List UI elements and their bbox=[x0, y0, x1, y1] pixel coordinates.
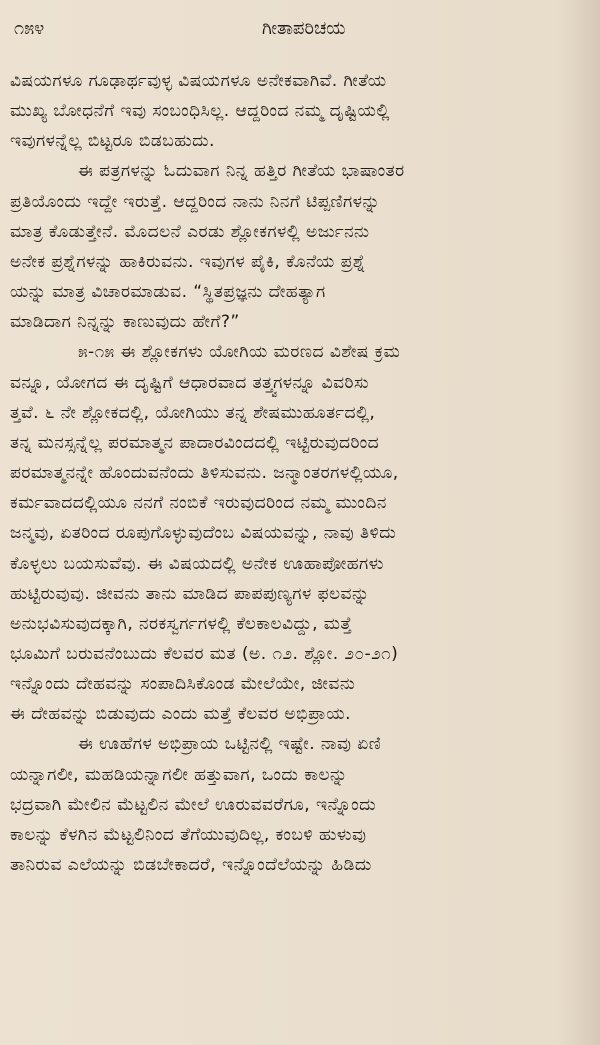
text-line: ತಾನಿರುವ ಎಲೆಯನ್ನು ಬಿಡಬೇಕಾದರೆ, ಇನ್ನೊಂದೆಲೆಯನ್ನು ಹಿಡಿದು bbox=[10, 855, 372, 876]
text-line: ಭದ್ರವಾಗಿ ಮೇಲಿನ ಮೆಟ್ಟಲಿನ ಮೇಲೆ ಊರುವವರೆಗೂ, ಇನ್ನೊಂದು bbox=[10, 794, 377, 815]
text-line: ಕೊಳ್ಳಲು ಬಯಸುವೆವು. ಈ ವಿಷಯದಲ್ಲಿ ಅನೇಕ ಊಹಾಪೋಹಗಳು bbox=[10, 553, 384, 574]
page-header bbox=[14, 12, 586, 46]
text-line: ಮಾಡಿದಾಗ ನಿನ್ನನ್ನು ಕಾಣುವುದು ಹೇಗೆ?” bbox=[10, 312, 240, 333]
paragraph-start-line: ೫-೧೫ ಈ ಶ್ಲೋಕಗಳು ಯೋಗಿಯ ಮರಣದ ವಿಶೇಷ ಕ್ರಮ bbox=[78, 342, 401, 363]
text-line: ಇವುಗಳನ್ನೆಲ್ಲ ಬಿಟ್ಟರೂ ಬಿಡಬಹುದು. bbox=[10, 131, 215, 152]
text-line: ಅನುಭವಿಸುವುದಕ್ಕಾಗಿ, ನರಕಸ್ವರ್ಗಗಳಲ್ಲಿ ಕೆಲಕಾಲವಿದ್ದು, ಮತ್ತೆ bbox=[10, 613, 353, 634]
text-line: ವನ್ನೂ, ಯೋಗದ ಈ ದೃಷ್ಟಿಗೆ ಆಧಾರವಾದ ತತ್ತ್ವಗಳನ್ನೂ ವಿವರಿಸು bbox=[10, 372, 370, 393]
text-line: ತನ್ನ ಮನಸ್ಸನ್ನೆಲ್ಲ ಪರಮಾತ್ಮನ ಪಾದಾರವಿಂದದಲ್ಲಿ ಇಟ್ಟಿರುವುದರಿಂದ bbox=[10, 432, 380, 453]
text-line: ಭೂಮಿಗೆ ಬರುವನೆಂಬುದು ಕೆಲವರ ಮತ (ಅ. ೧೨. ಶ್ಲೋ. ೨೦-೨೧) bbox=[10, 643, 399, 664]
text-line: ಪ್ರತಿಯೊಂದು ಇದ್ದೇ ಇರುತ್ತೆ. ಆದ್ದರಿಂದ ನಾನು ನಿನಗೆ ಟಿಪ್ಪಣಿಗಳನ್ನು bbox=[10, 191, 381, 212]
text-line: ಕಾಲನ್ನು ಕೆಳಗಿನ ಮೆಟ್ಟಲಿನಿಂದ ತೆಗೆಯುವುದಿಲ್ಲ, ಕಂಬಳಿ ಹುಳುವು bbox=[10, 824, 367, 845]
page-number: ೧೫೪ bbox=[14, 18, 45, 39]
text-line: ಈ ದೇಹವನ್ನು ಬಿಡುವುದು ಎಂದು ಮತ್ತೆ ಕೆಲವರ ಅಭಿಪ್ರಾಯ. bbox=[10, 704, 352, 725]
text-line: ಅನೇಕ ಪ್ರಶ್ನೆಗಳನ್ನು ಹಾಕಿರುವನು. ಇವುಗಳ ಪೈಕಿ, ಕೊನೆಯ ಪ್ರಶ್ನೆ bbox=[10, 251, 366, 272]
body-text bbox=[10, 66, 600, 880]
text-line: ಇನ್ನೊಂದು ದೇಹವನ್ನು ಸಂಪಾದಿಸಿಕೊಂಡ ಮೇಲೆಯೇ, ಜೀವನು bbox=[10, 674, 356, 695]
text-line: ವಿಷಯಗಳೂ ಗೂಢಾರ್ಥವುಳ್ಳ ವಿಷಯಗಳೂ ಅನೇಕವಾಗಿವೆ. ಗೀತೆಯ bbox=[10, 71, 387, 91]
text-line: ಮುಖ್ಯ ಬೋಧನೆಗೆ ಇವು ಸಂಬಂಧಿಸಿಲ್ಲ. ಆದ್ದರಿಂದ ನಮ್ಮ ದೃಷ್ಟಿಯಲ್ಲಿ bbox=[10, 101, 390, 122]
text-line: ಕರ್ಮವಾದದಲ್ಲಿಯೂ ನನಗೆ ನಂಬಿಕೆ ಇರುವುದರಿಂದ ನಮ್ಮ ಮುಂದಿನ bbox=[10, 493, 387, 514]
text-line: ಮಾತ್ರ ಕೊಡುತ್ತೇನೆ. ಮೊದಲನೆ ಎರಡು ಶ್ಲೋಕಗಳಲ್ಲಿ ಅರ್ಜುನನು bbox=[10, 221, 370, 242]
text-line: ಯನ್ನಾಗಲೀ, ಮಹಡಿಯನ್ನಾಗಲೀ ಹತ್ತುವಾಗ, ಒಂದು ಕಾಲನ್ನು bbox=[10, 764, 348, 785]
paragraph-start-line: ಈ ಊಹೆಗಳ ಅಭಿಪ್ರಾಯ ಒಟ್ಟಿನಲ್ಲಿ ಇಷ್ಟೇ. ನಾವು ಏಣಿ bbox=[78, 734, 382, 755]
text-line: ಹುಟ್ಟಿರುವುವು. ಜೀವನು ತಾನು ಮಾಡಿದ ಪಾಪಪುಣ್ಯಗಳ ಫಲವನ್ನು bbox=[10, 583, 370, 604]
paragraph-start-line: ಈ ಪತ್ರಗಳನ್ನು ಓದುವಾಗ ನಿನ್ನ ಹತ್ತಿರ ಗೀತೆಯ ಭಾಷಾಂತರ bbox=[78, 161, 405, 182]
text-line: ಜನ್ಮವು, ಏತರಿಂದ ರೂಪುಗೊಳ್ಳುವುದೆಂಬ ವಿಷಯವನ್ನು, ನಾವು ತಿಳಿದು bbox=[10, 523, 397, 544]
text-line: ಪರಮಾತ್ಮನನ್ನೇ ಹೊಂದುವನೆಂದು ತಿಳಿಸುವನು. ಜನ್ಮಾಂತರಗಳಲ್ಲಿಯೂ, bbox=[10, 463, 399, 484]
text-line: ತ್ತವೆ. ೬ ನೇ ಶ್ಲೋಕದಲ್ಲಿ, ಯೋಗಿಯು ತನ್ನ ಶೇಷಮುಹೂರ್ತದಲ್ಲಿ, bbox=[10, 402, 376, 423]
running-title: ಗೀತಾಪರಿಚಯ bbox=[262, 18, 346, 39]
text-line: ಯನ್ನು ಮಾತ್ರ ವಿಚಾರಮಾಡುವ. “ಸ್ಥಿತಪ್ರಜ್ಞನು ದೇಹತ್ಯಾಗ bbox=[10, 282, 326, 303]
